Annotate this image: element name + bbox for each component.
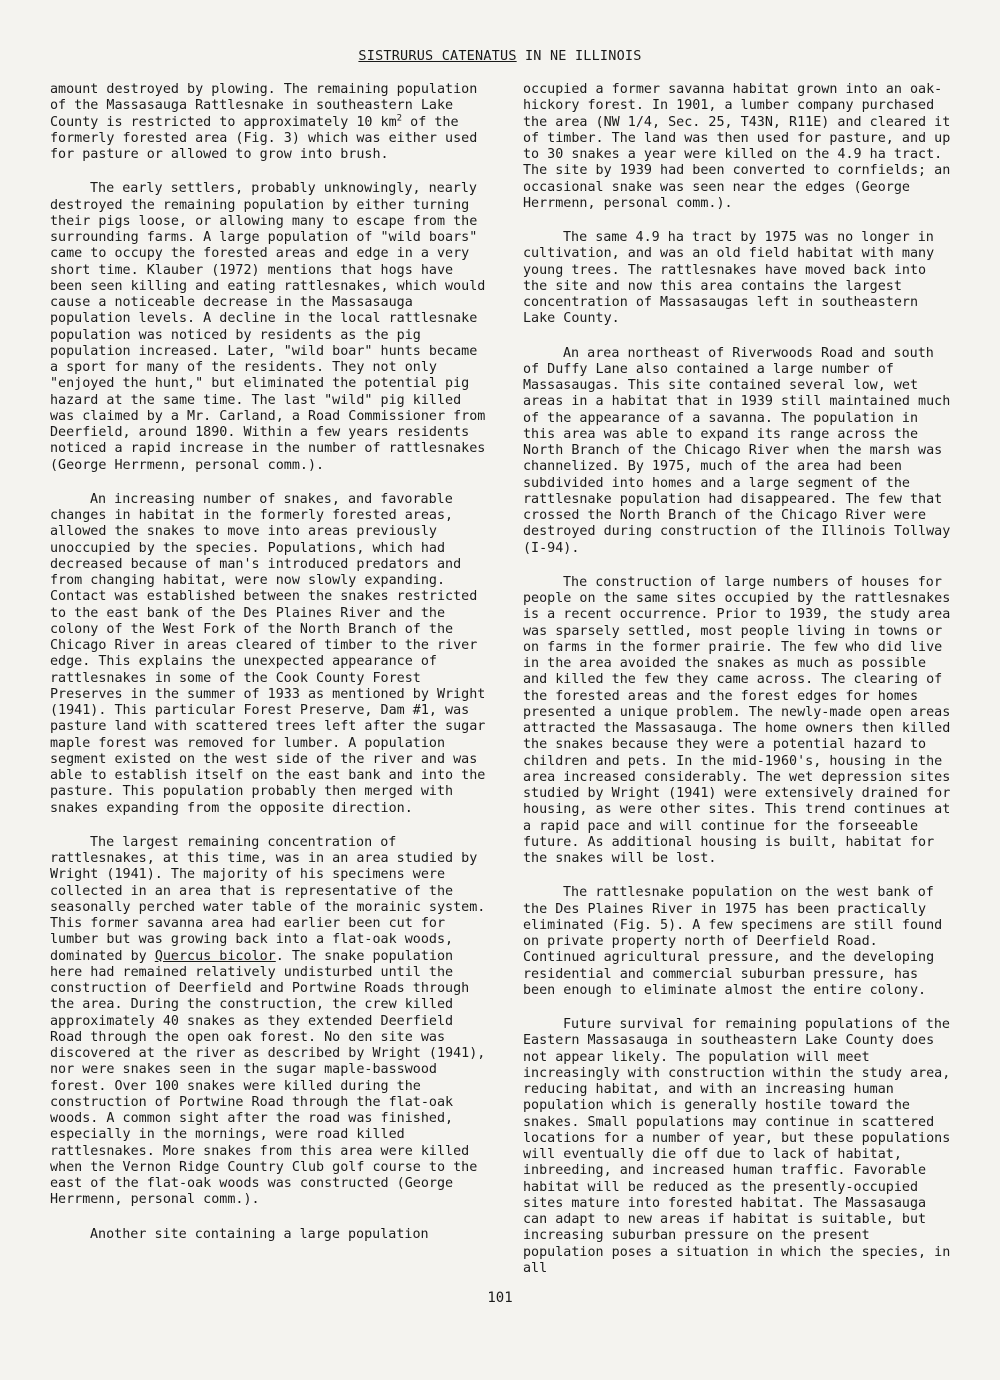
- paragraph: The rattlesnake population on the west bank of the Des Plaines River in 1975 has been practically eliminated (Fig. 5). A few specimens are still found on private property north of Deerfield Road. Continued agricultural pressure, and the developing residential and commercial suburban pressure, has been enough to eliminate almost the entire colony.: [523, 885, 943, 998]
- superscript: 2: [396, 113, 403, 124]
- paragraph-text: of the formerly forested area (Fig. 3) which was either used for pasture or allowed to grow into brush.: [50, 114, 478, 162]
- paragraph: The construction of large numbers of houses for people on the same sites occupied by the rattlesnakes is a recent occurrence. Prior to 1939, the study area was sparsely settled, most people living in towns or on farms in the former prairie. The few who did live in the area avoided the snakes as much as possible and killed the few they came across. The clearing of the forested areas and the forest edges for homes presented a unique problem. The newly-made open areas attracted the Massasauga. The home owners then killed the snakes because they were a potential hazard to children and pets. In the mid-1960's, housing in the area increased considerably. The wet depression sites studied by Wright (1941) were extensively drained for housing, as were other sites. This trend continues at a rapid pace and will continue for the forseeable future. As additional housing is built, habitat for the snakes will be lost.: [523, 574, 951, 866]
- paragraph-text: The largest remaining concentration of rattlesnakes, at this time, was in an area studied by Wright (1941). The majority of his specimens were collected in an area that is representative of the seasonally perched water table of the morainic system. This former savanna area had earlier been cut for lumber but was growing back into a flat-oak woods, dominated by: [50, 834, 486, 964]
- paragraph-text: . The snake population here had remained relatively undisturbed until the construction of Deerfield and Portwine Roads through the area. During the construction, the crew killed approximately 40 snakes as they extended Deerfield Road through the open oak forest. No den site was discovered at the river as described by Wright (1941), nor were snakes seen in the sugar maple-basswood forest. Over 100 snakes were killed during the construction of Portwine Road through the flat-oak woods. A common sight after the road was finished, especially in the mornings, were road killed rattlesnakes. More snakes from this area were killed when the Vernon Ridge Country Club golf course to the east of the flat-oak woods was constructed (George Herrmenn, personal comm.).: [50, 948, 486, 1208]
- paragraph: Future survival for remaining populations of the Eastern Massasauga in southeastern Lake County does not appear likely. The population will meet increasingly with construction within the study area, reducing habitat, and with an increasing human population which is generally hostile toward the snakes. Small populations may continue in scattered locations for a number of year, but these populations will eventually die off due to lack of habitat, inbreeding, and increased human traffic. Favorable habitat will be reduced as the presently-occupied sites mature into forested habitat. The Massasauga can adapt to new areas if habitat is suitable, but increasing suburban pressure on the present population poses a situation in which the species, in all: [523, 1017, 951, 1276]
- right-column: [523, 82, 955, 1295]
- paragraph-text: amount destroyed by plowing. The remaining population of the Massasauga Rattlesnake in southeastern Lake County is restricted to approximately 10 km: [50, 82, 478, 130]
- paragraph: [50, 82, 488, 163]
- paragraph: The early settlers, probably unknowingly, nearly destroyed the remaining population by either turning their pigs loose, or allowing many to escape from the surrounding farms. A large population of "wild boars" came to occupy the forested areas and edge in a very short time. Klauber (1972) mentions that hogs have been seen killing and eating rattlesnakes, which would cause a noticeable decrease in the Massasauga population levels. A decline in the local rattlesnake population was noticed by residents as the pig population increased. Later, "wild boar" hunts became a sport for many of the residents. They not only "enjoyed the hunt," but eliminated the potential pig hazard at the same time. The last "wild" pig killed was claimed by a Mr. Carland, a Road Commissioner from Deerfield, around 1890. Within a few years residents noticed a rapid increase in the number of rattlesnakes (George Herrmenn, personal comm.).: [50, 181, 486, 473]
- paragraph: [50, 835, 488, 1209]
- paragraph: occupied a former savanna habitat grown into an oak-hickory forest. In 1901, a lumber company purchased the area (NW 1/4, Sec. 25, T43N, R11E) and cleared it of timber. The land was then used for pasture, and up to 30 snakes a year were killed on the 4.9 ha tract. The site by 1939 had been converted to cornfields; an occasional snake was seen near the edges (George Herrmenn, personal comm.).: [523, 82, 951, 211]
- paragraph: The same 4.9 ha tract by 1975 was no longer in cultivation, and was an old field habitat with many young trees. The rattlesnakes have moved back into the site and now this area contains the largest concentration of Massasaugas left in southeastern Lake County.: [523, 230, 935, 327]
- page-number: 101: [487, 1290, 513, 1306]
- paragraph: An increasing number of snakes, and favorable changes in habitat in the formerly forested areas, allowed the snakes to move into areas previously unoccupied by the species. Populations, which had decreased because of man's introduced predators and from changing habitat, were now slowly expanding. Contact was established between the snakes restricted to the east bank of the Des Plaines River and the colony of the West Fork of the North Branch of the Chicago River in areas cleared of timber to the river edge. This explains the unexpected appearance of rattlesnakes in some of the Cook County Forest Preserves in the summer of 1933 as mentioned by Wright (1941). This particular Forest Preserve, Dam #1, was pasture land with scattered trees left after the sugar maple forest was removed for lumber. A population segment existed on the west side of the river and was able to establish itself on the east bank and into the pasture. This population probably then merged with snakes expanding from the opposite direction.: [50, 491, 486, 816]
- left-column: [50, 82, 488, 1261]
- header-species: SISTRURUS CATENATUS: [358, 48, 517, 64]
- paragraph: Another site containing a large population: [90, 1226, 429, 1242]
- header-rest: IN NE ILLINOIS: [516, 48, 642, 64]
- species-name: Quercus bicolor: [154, 948, 276, 964]
- running-header: [0, 48, 1000, 64]
- paragraph: An area northeast of Riverwoods Road and south of Duffy Lane also contained a large number of Massasaugas. This site contained several low, wet areas in a habitat that in 1939 still maintained much of the appearance of a savanna. The population in this area was able to expand its range across the North Branch of the Chicago River when the marsh was channelized. By 1975, much of the area had been subdivided into homes and a large segment of the rattlesnake population had disappeared. The few that crossed the North Branch of the Chicago River were destroyed during construction of the Illinois Tollway (I-94).: [523, 345, 951, 556]
